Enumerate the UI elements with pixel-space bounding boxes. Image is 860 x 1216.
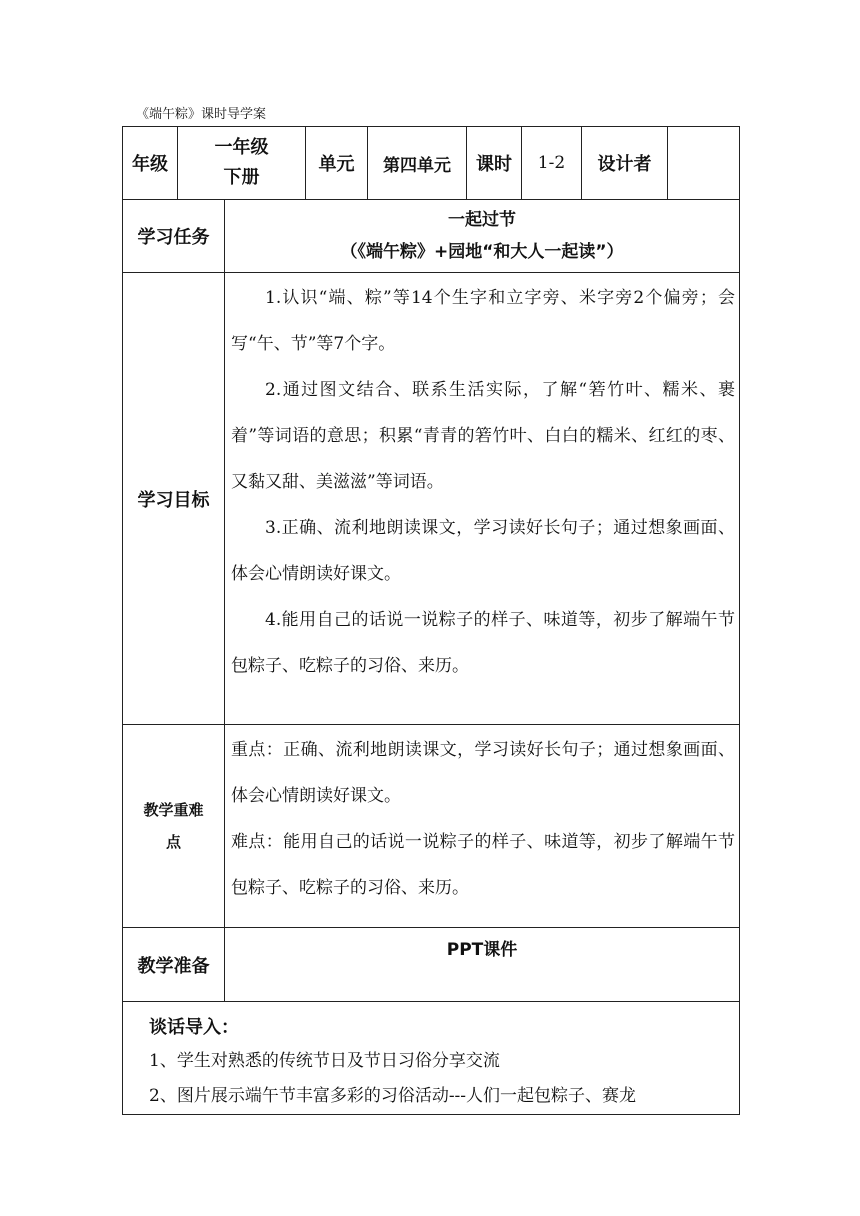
objectives-row xyxy=(123,273,740,725)
key-points-row xyxy=(123,725,740,928)
key-points-label: 教学重难点 xyxy=(143,801,204,851)
designer-label: 设计者 xyxy=(582,127,668,200)
intro-title: 谈话导入： xyxy=(149,1017,239,1038)
objective-item: 3.正确、流利地朗读课文，学习读好长句子；通过想象画面、体会心情朗读好课文。 xyxy=(231,518,735,584)
period-value: 1-2 xyxy=(522,127,582,200)
unit-label: 单元 xyxy=(306,127,368,200)
unit-value: 第四单元 xyxy=(368,127,467,200)
key-points-label-cell xyxy=(123,725,225,928)
document-header: 《端午粽》课时导学案 xyxy=(136,107,267,122)
intro-line: 2、图片展示端午节丰富多彩的习俗活动---人们一起包粽子、赛龙 xyxy=(149,1086,637,1106)
period-label: 课时 xyxy=(467,127,522,200)
grade-value: 一年级下册 xyxy=(178,127,306,200)
task-label: 学习任务 xyxy=(123,200,225,273)
objectives-content xyxy=(225,273,740,725)
lesson-plan-table xyxy=(122,126,740,1115)
intro-line: 1、学生对熟悉的传统节日及节日习俗分享交流 xyxy=(149,1051,500,1071)
objective-item: 1.认识“端、粽”等14个生字和立字旁、米字旁2个偏旁；会写“午、节”等7个字。 xyxy=(231,288,735,354)
task-content xyxy=(225,200,740,273)
info-row xyxy=(123,127,740,200)
difficult-point-text: 难点：能用自己的话说一说粽子的样子、味道等，初步了解端午节包粽子、吃粽子的习俗、来历。 xyxy=(231,832,735,898)
task-row xyxy=(123,200,740,273)
preparation-label: 教学准备 xyxy=(123,928,225,1002)
grade-label: 年级 xyxy=(123,127,178,200)
preparation-row xyxy=(123,928,740,1002)
preparation-value: PPT课件 xyxy=(225,928,740,1002)
objectives-label: 学习目标 xyxy=(123,273,225,725)
intro-content xyxy=(123,1002,740,1115)
intro-row xyxy=(123,1002,740,1115)
task-subtitle: （《端午粽》+园地“和大人一起读”） xyxy=(340,242,624,262)
key-point-text: 重点：正确、流利地朗读课文，学习读好长句子；通过想象画面、体会心情朗读好课文。 xyxy=(231,740,735,806)
objective-item: 2.通过图文结合、联系生活实际，了解“箬竹叶、糯米、裹着”等词语的意思；积累“青青的箬竹叶、白白的糯米、红红的枣、又黏又甜、美滋滋”等词语。 xyxy=(231,380,735,492)
task-title: 一起过节 xyxy=(448,210,516,230)
objective-item: 4.能用自己的话说一说粽子的样子、味道等，初步了解端午节包粽子、吃粽子的习俗、来历。 xyxy=(231,610,735,676)
designer-value xyxy=(668,127,740,200)
key-points-content xyxy=(225,725,740,928)
